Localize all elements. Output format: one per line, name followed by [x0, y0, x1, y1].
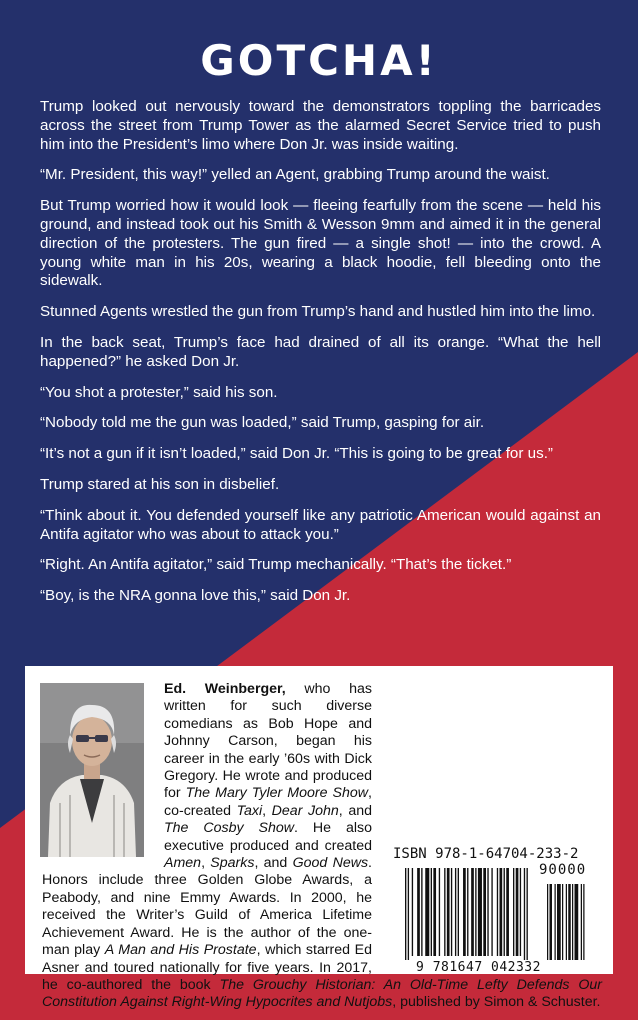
author-bio-panel: [25, 666, 613, 1011]
barcode-bar: [527, 868, 528, 960]
barcode-bar: [417, 868, 420, 956]
barcode-bar: [447, 868, 450, 956]
story-paragraph: Trump looked out nervously toward the demonstrators toppling the barricades across the street from Trump Tower as the alarmed Secret Service tried to push him into the President’s limo where Don Jr. was inside waiting.: [40, 98, 601, 153]
show-title: The Mary Tyler Moore Show: [185, 785, 369, 802]
story-paragraph: Trump stared at his son in disbelief.: [40, 475, 280, 493]
barcode-addon-bar: [566, 884, 567, 960]
barcode-bar: [516, 868, 519, 956]
author-name: Ed. Weinberger,: [164, 681, 286, 697]
barcode-addon-bar: [547, 884, 548, 960]
barcode-bar: [487, 868, 488, 956]
barcode-addon-bar: [572, 884, 573, 960]
barcode-bar: [431, 868, 432, 956]
barcode-bars: [397, 866, 607, 960]
barcode-bar: [412, 868, 413, 956]
barcode-bar: [467, 868, 468, 956]
barcode-bar: [500, 868, 503, 956]
show-title: Taxi: [236, 802, 263, 819]
bio-text-segment: who has written for such diverse comedians as Bob Hope and Johnny Carson, began his career in the early ’60s with Dick Gregory. He wrote and produced for: [164, 681, 372, 802]
bio-text-segment: ,: [262, 802, 272, 819]
photo-spacer: [42, 681, 152, 856]
story-paragraph: In the back seat, Trump’s face had drained of all its orange. “What the hell happened?” he asked Don Jr.: [40, 333, 601, 370]
barcode-bar: [421, 868, 422, 956]
barcode-bar: [408, 868, 409, 960]
isbn-label: ISBN 978-1-64704-233-2: [393, 846, 579, 862]
barcode-bar: [475, 868, 476, 956]
barcode-addon-bar: [581, 884, 582, 960]
show-title: Dear John: [271, 802, 339, 819]
show-title: Amen: [164, 855, 202, 872]
barcode-bar: [471, 868, 474, 956]
barcode-addon-bar: [583, 884, 584, 960]
barcode-digits: 9 781647 042332: [416, 960, 541, 975]
bio-text-segment: ,: [201, 855, 211, 872]
bio-text-segment: . Honors include three Golden Globe Awards, a Peabody, and nine Emmy Awards. In 2000, he received the Writer’s Guild of America Lifetime Achievement Award. He is the author of the one-man play: [42, 855, 372, 959]
barcode-bar: [478, 868, 482, 956]
barcode-addon-bar: [555, 884, 556, 960]
barcode-bar: [513, 868, 514, 956]
book-title-reference: The Grouchy Historian: An Old-Time Lefty Defends Our Constitution Against Right-Wing Hypocrites and Nutjobs: [42, 976, 602, 1011]
barcode-addon-bar: [562, 884, 563, 960]
story-paragraph: “Mr. President, this way!” yelled an Agent, grabbing Trump around the waist.: [40, 166, 550, 184]
barcode-bar: [491, 868, 492, 956]
story-paragraph: “Think about it. You defended yourself like any patriotic American would against an Antifa agitator who was about to attack you.”: [40, 506, 601, 543]
barcode-addon-bar: [575, 884, 579, 960]
barcode-addon-bar: [557, 884, 561, 960]
story-paragraph: “It’s not a gun if it isn’t loaded,” said Don Jr. “This is going to be great for us.”: [40, 445, 553, 463]
show-title: The Cosby Show: [164, 820, 295, 837]
show-title: Good News: [292, 855, 369, 872]
barcode-bar: [425, 868, 429, 956]
barcode-bar: [439, 868, 440, 956]
barcode-bar: [458, 868, 459, 956]
story-paragraph: Stunned Agents wrestled the gun from Trump’s hand and hustled him into the limo.: [40, 303, 596, 321]
bio-text-segment: , and: [338, 802, 372, 819]
bio-text-segment: , and: [254, 855, 293, 872]
barcode-bar: [444, 868, 445, 956]
bio-text-segment: . He also executive produced and created: [164, 820, 372, 854]
barcode-bar: [497, 868, 498, 956]
barcode-bar: [520, 868, 521, 956]
show-title: Sparks: [210, 855, 255, 872]
story-paragraph: But Trump worried how it would look — fleeing fearfully from the scene — held his ground, and instead took out his Smith & Wesson 9mm and aimed it in the general direction of the protesters. The gun fired — a single shot! — into the crowd. A young white man in his 20s, wearing a black hoodie, fell bleeding onto the sidewalk.: [40, 197, 601, 290]
price-code: 90000: [539, 862, 587, 878]
barcode-bar: [524, 868, 525, 960]
bio-text-segment: , co-created: [164, 785, 372, 819]
story-paragraph: “Right. An Antifa agitator,” said Trump mechanically. “That’s the ticket.”: [40, 556, 512, 574]
barcode-bar: [455, 868, 456, 956]
story-paragraph: “You shot a protester,” said his son.: [40, 383, 278, 401]
book-title: GOTCHA!: [200, 36, 438, 85]
bio-text-segment: , which starred Ed Asner and toured nationally for five years. In 2017, he co-authored the book: [42, 942, 372, 993]
play-title: A Man and His Prostate: [104, 942, 257, 959]
barcode-bar: [483, 868, 486, 956]
bio-text-segment: , published by Simon & Schuster.: [392, 994, 601, 1011]
barcode-addon-bar: [568, 884, 571, 960]
barcode-bar: [506, 868, 509, 956]
story-paragraph: “Boy, is the NRA gonna love this,” said Don Jr.: [40, 587, 351, 605]
isbn-barcode: [391, 846, 613, 974]
story-excerpt: [40, 98, 601, 618]
barcode-bar: [405, 868, 406, 960]
barcode-addon-bar: [550, 884, 553, 960]
barcode-bar: [504, 868, 505, 956]
barcode-bar: [433, 868, 436, 956]
barcode-bar: [463, 868, 466, 956]
story-paragraph: “Nobody told me the gun was loaded,” said Trump, gasping for air.: [40, 414, 485, 432]
barcode-bar: [451, 868, 452, 956]
